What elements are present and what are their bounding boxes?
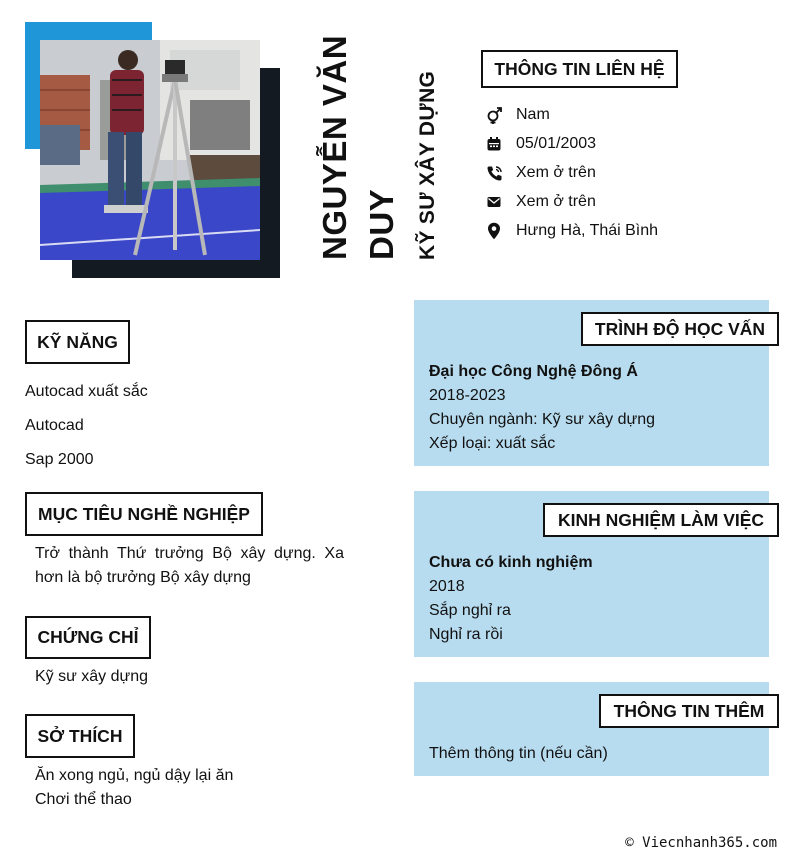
contact-birthday bbox=[484, 133, 596, 155]
contact-gender bbox=[484, 104, 550, 126]
skill-item: Sap 2000 bbox=[25, 451, 94, 468]
hobby-item: Chơi thể thao bbox=[35, 791, 132, 808]
location-icon bbox=[484, 221, 504, 241]
contact-heading: THÔNG TIN LIÊN HỆ bbox=[481, 50, 678, 88]
experience-year: 2018 bbox=[429, 578, 465, 595]
name-second-line: DUY bbox=[363, 188, 400, 260]
experience-company: Chưa có kinh nghiệm bbox=[429, 554, 593, 571]
contact-location bbox=[484, 220, 658, 242]
education-years: 2018-2023 bbox=[429, 387, 506, 404]
gender-icon bbox=[484, 105, 504, 125]
profile-photo bbox=[40, 40, 260, 260]
skills-heading: KỸ NĂNG bbox=[25, 320, 130, 364]
objective-text: Trở thành Thứ trưởng Bộ xây dựng. Xa hơn là bộ trưởng Bộ xây dựng bbox=[35, 545, 344, 586]
contact-phone bbox=[484, 162, 596, 184]
experience-heading: KINH NGHIỆM LÀM VIỆC bbox=[543, 503, 779, 537]
education-grade: Xếp loại: xuất sắc bbox=[429, 435, 556, 452]
experience-line: Sắp nghỉ ra bbox=[429, 602, 511, 619]
extra-text: Thêm thông tin (nếu cần) bbox=[429, 745, 608, 762]
experience-line: Nghỉ ra rồi bbox=[429, 626, 503, 643]
skill-item: Autocad xuất sắc bbox=[25, 383, 148, 400]
education-heading: TRÌNH ĐỘ HỌC VẤN bbox=[581, 312, 779, 346]
education-school: Đại học Công Nghệ Đông Á bbox=[429, 363, 638, 380]
email-icon bbox=[484, 192, 504, 212]
extra-heading: THÔNG TIN THÊM bbox=[599, 694, 779, 728]
contact-birthday-value: 05/01/2003 bbox=[516, 135, 597, 152]
hobby-item: Ăn xong ngủ, ngủ dậy lại ăn bbox=[35, 767, 234, 784]
footer-copyright: © Viecnhanh365.com bbox=[625, 835, 777, 851]
hobbies-heading: SỞ THÍCH bbox=[25, 714, 135, 758]
profile-photo-illustration bbox=[40, 40, 260, 260]
certificates-heading: CHỨNG CHỈ bbox=[25, 616, 151, 659]
contact-email bbox=[484, 191, 596, 213]
phone-icon bbox=[484, 163, 504, 183]
certificate-item: Kỹ sư xây dựng bbox=[35, 668, 149, 685]
contact-gender-value: Nam bbox=[516, 106, 550, 123]
job-title: KỸ SƯ XÂY DỰNG bbox=[416, 70, 439, 260]
objective-heading: MỤC TIÊU NGHỀ NGHIỆP bbox=[25, 492, 263, 536]
skill-item: Autocad bbox=[25, 417, 84, 434]
contact-phone-value: Xem ở trên bbox=[516, 164, 596, 181]
contact-location-value: Hưng Hà, Thái Bình bbox=[516, 222, 659, 239]
contact-email-value: Xem ở trên bbox=[516, 193, 596, 210]
education-major: Chuyên ngành: Kỹ sư xây dựng bbox=[429, 411, 655, 428]
name-first-line: NGUYỄN VĂN bbox=[316, 34, 353, 260]
calendar-icon bbox=[484, 134, 504, 154]
